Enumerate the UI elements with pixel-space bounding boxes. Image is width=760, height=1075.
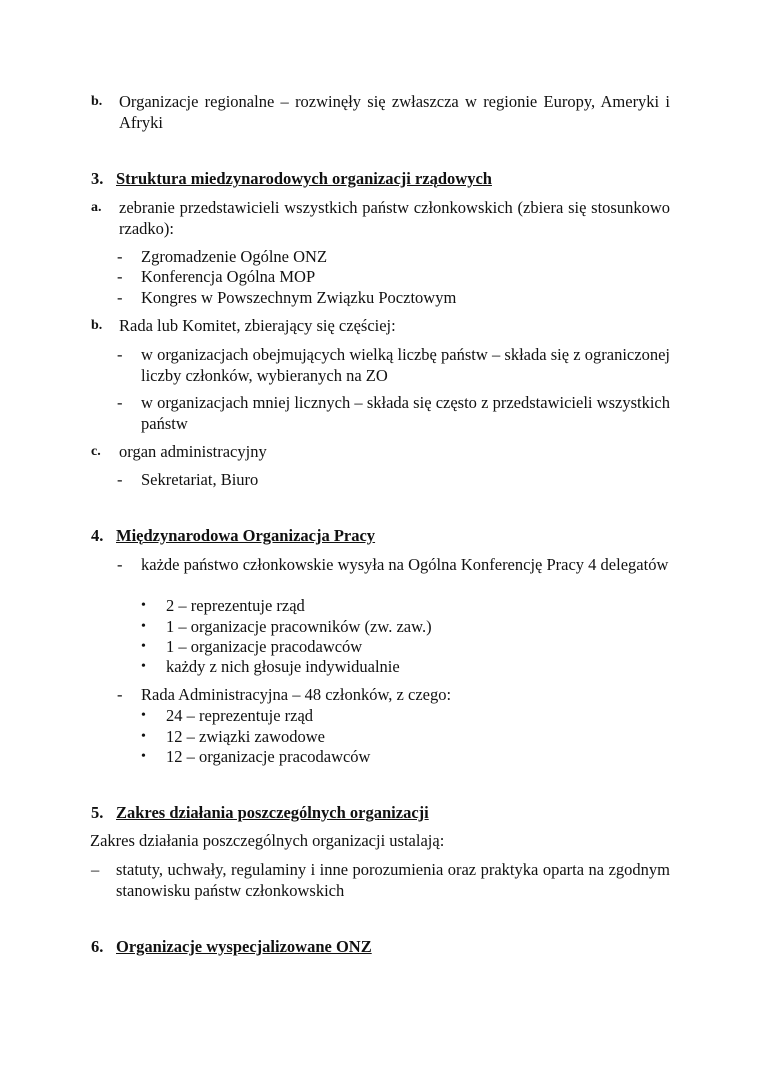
dash-marker: -	[117, 288, 123, 307]
sub-item: w organizacjach obejmujących wielką liczbę państw – składa się z ograniczonej liczby członków, wybieranych na ZO	[141, 345, 670, 385]
dash-marker: -	[117, 470, 123, 489]
dash-marker: -	[117, 345, 123, 364]
dash-marker: -	[117, 555, 123, 574]
bullet-icon: •	[141, 729, 146, 744]
list-marker: b.	[91, 94, 103, 109]
bullet-item: 24 – reprezentuje rząd	[166, 706, 314, 725]
dash-marker: -	[117, 685, 123, 704]
bullet-icon: •	[141, 749, 146, 764]
sub-item: Kongres w Powszechnym Związku Pocztowym	[141, 288, 457, 307]
sub-item: Rada Administracyjna – 48 członków, z czego:	[141, 685, 452, 704]
list-marker: c.	[91, 444, 101, 459]
bullet-icon: •	[141, 708, 146, 723]
list-item-text: Organizacje regionalne – rozwinęły się zwłaszcza w regionie Europy, Ameryki i Afryki	[119, 92, 670, 132]
bullet-item: 12 – organizacje pracodawców	[166, 747, 371, 766]
list-item-text: zebranie przedstawicieli wszystkich państw członkowskich (zbiera się stosunkowo rzadko):	[119, 198, 670, 238]
bullet-icon: •	[141, 659, 146, 674]
bullet-item: 12 – związki zawodowe	[166, 727, 325, 746]
sub-item: Zgromadzenie Ogólne ONZ	[141, 247, 328, 266]
section-number: 3.	[91, 169, 104, 188]
sub-item: Sekretariat, Biuro	[141, 470, 259, 489]
section-heading: Organizacje wyspecjalizowane ONZ	[116, 937, 372, 956]
bullet-icon: •	[141, 639, 146, 654]
bullet-item: 1 – organizacje pracodawców	[166, 637, 363, 656]
dash-marker: -	[117, 247, 123, 266]
section-number: 6.	[91, 937, 104, 956]
section-heading: Zakres działania poszczególnych organizacji	[116, 803, 429, 822]
list-marker: b.	[91, 318, 103, 333]
dash-marker: -	[117, 267, 123, 286]
list-item-text: statuty, uchwały, regulaminy i inne porozumienia oraz praktyka oparta na zgodnym stanowisku państw członkowskich	[116, 860, 670, 900]
dash-marker: -	[117, 393, 123, 412]
section-number: 4.	[91, 526, 104, 545]
bullet-icon: •	[141, 619, 146, 634]
bullet-item: każdy z nich głosuje indywidualnie	[166, 657, 400, 676]
dash-marker: –	[91, 860, 100, 879]
bullet-item: 1 – organizacje pracowników (zw. zaw.)	[166, 617, 432, 636]
list-item-text: Rada lub Komitet, zbierający się częściej:	[119, 316, 396, 335]
list-item-text: organ administracyjny	[119, 442, 267, 461]
section-heading: Międzynarodowa Organizacja Pracy	[116, 526, 376, 545]
paragraph: Zakres działania poszczególnych organizacji ustalają:	[90, 831, 445, 850]
bullet-icon: •	[141, 598, 146, 613]
bullet-item: 2 – reprezentuje rząd	[166, 596, 305, 615]
sub-item: każde państwo członkowskie wysyła na Ogólna Konferencję Pracy 4 delegatów	[141, 555, 669, 574]
sub-item: Konferencja Ogólna MOP	[141, 267, 316, 286]
sub-item: w organizacjach mniej licznych – składa się często z przedstawicieli wszystkich państw	[141, 393, 670, 433]
list-marker: a.	[91, 200, 102, 215]
section-number: 5.	[91, 803, 104, 822]
section-heading: Struktura miedzynarodowych organizacji rządowych	[116, 169, 492, 188]
